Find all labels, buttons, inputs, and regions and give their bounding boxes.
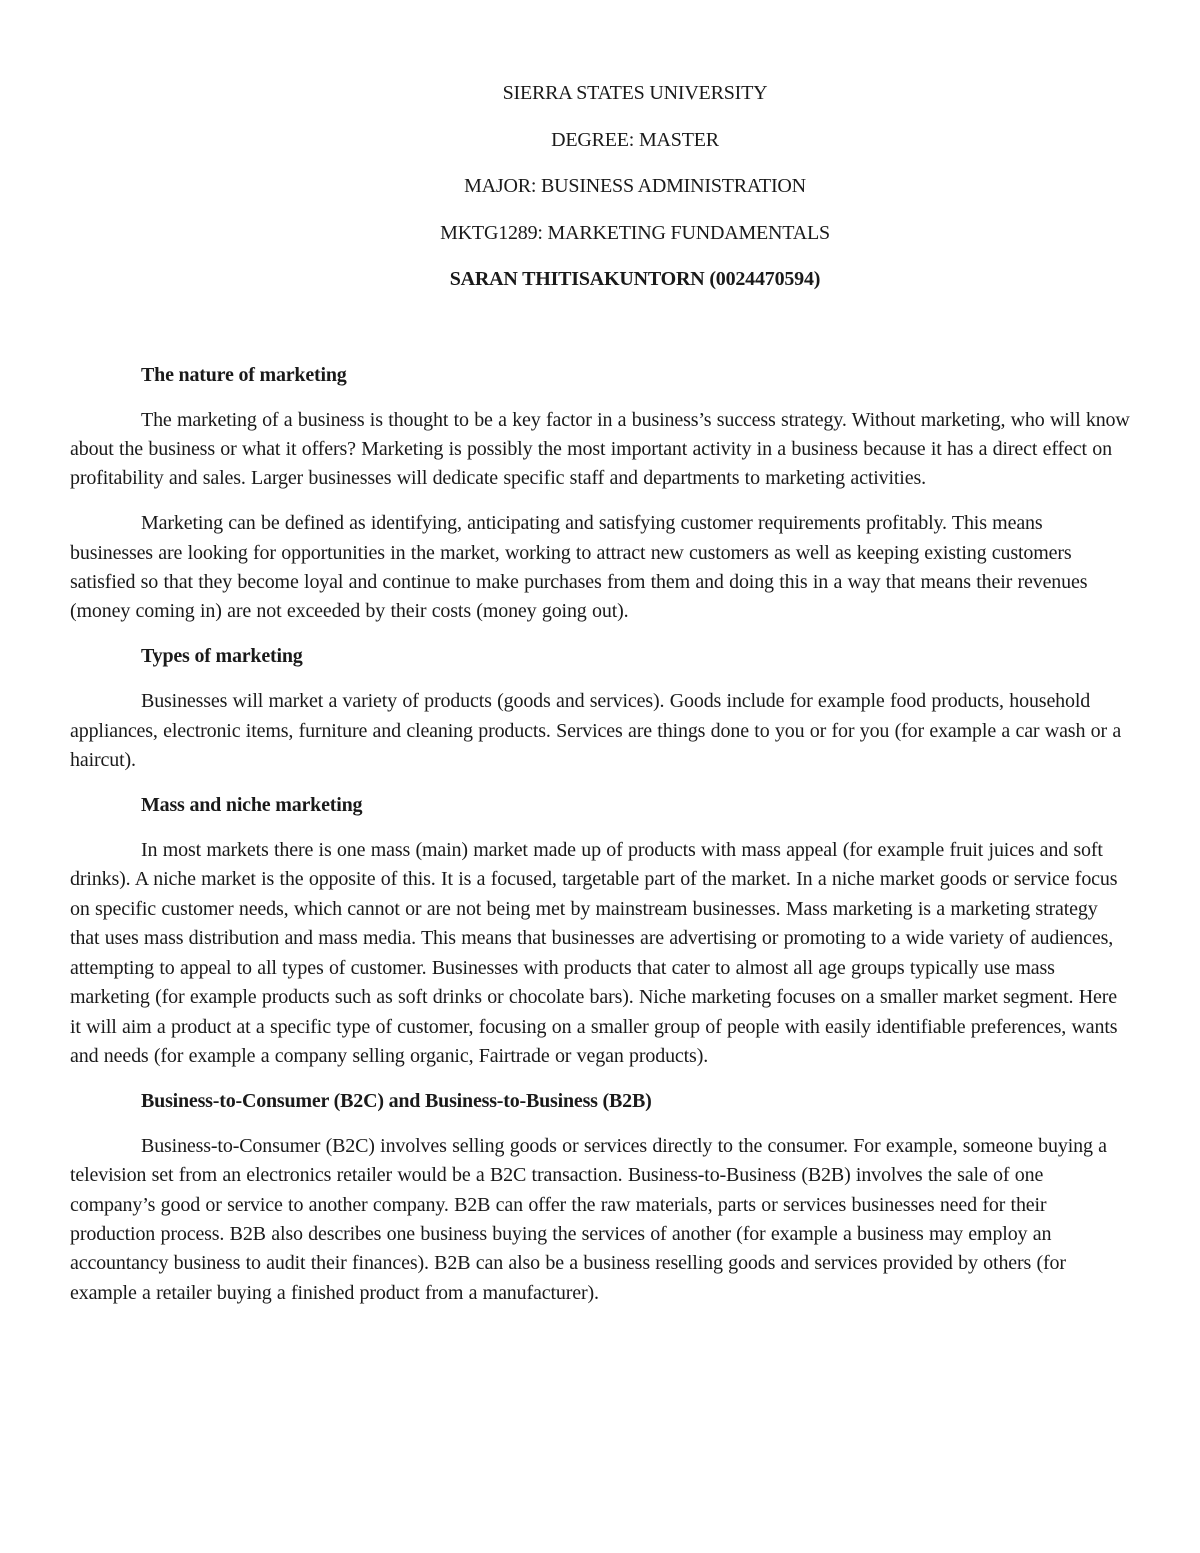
paragraph: Marketing can be defined as identifying, anticipating and satisfying customer requirements profitably. This means businesses are looking for opportunities in the market, working to attract new customers as well as keeping existing customers satisfied so that they become loyal and continue to make purchases from them and doing this in a way that means their revenues (money coming in) are not exceeded by their costs (money going out). xyxy=(70,512,1088,623)
major-line: MAJOR: BUSINESS ADMINISTRATION xyxy=(464,175,806,197)
section-heading: Types of marketing xyxy=(141,645,303,668)
section-mass-and-niche-marketing xyxy=(70,791,1130,1071)
course-line: MKTG1289: MARKETING FUNDAMENTALS xyxy=(440,221,830,244)
section-nature-of-marketing xyxy=(70,361,1130,627)
paragraph: Business-to-Consumer (B2C) involves selling goods or services directly to the consumer. For example, someone buying a television set from an electronics retailer would be a B2C transaction. Business-to-Business (B2B) involves the sale of one company’s good or service to another company. B2B can offer the raw materials, parts or services businesses need for their production process. B2B also describes one business buying the services of another (for example a business may employ an accountancy business to audit their finances). B2B can also be a business reselling goods and services provided by others (for example a retailer buying a finished product from a manufacturer). xyxy=(70,1134,1107,1304)
section-types-of-marketing xyxy=(70,642,1130,775)
student-line: SARAN THITISAKUNTORN (0024470594) xyxy=(449,268,821,290)
document-page xyxy=(70,70,1130,1324)
spacer xyxy=(70,303,1130,361)
paragraph: The marketing of a business is thought to be a key factor in a business’s success strategy. Without marketing, who will know about the business or what it offers? Marketing is possibly the most important activity in a business because it has a direct effect on profitability and sales. Larger businesses will dedicate specific staff and departments to marketing activities. xyxy=(70,408,1130,490)
paragraph: In most markets there is one mass (main) market made up of products with mass appeal (for example fruit juices and soft drinks). A niche market is the opposite of this. It is a focused, targetable part of the market. In a niche market goods or service focus on specific customer needs, which cannot or are not being met by mainstream businesses. Mass marketing is a marketing strategy that uses mass distribution and mass media. This means that businesses are advertising or promoting to a wide variety of audiences, attempting to appeal to all types of customer. Businesses with products that cater to almost all age groups typically use mass marketing (for example products such as soft drinks or chocolate bars). Niche marketing focuses on a smaller market segment. Here it will aim a product at a specific type of customer, focusing on a smaller group of people with easily identifiable preferences, wants and needs (for example a company selling organic, Fairtrade or vegan products). xyxy=(70,839,1118,1067)
title-block xyxy=(140,70,1130,303)
section-b2c-and-b2b xyxy=(70,1087,1130,1308)
university-name: SIERRA STATES UNIVERSITY xyxy=(502,82,768,104)
section-heading: The nature of marketing xyxy=(141,363,347,386)
paragraph: Businesses will market a variety of products (goods and services). Goods include for example food products, household appliances, electronic items, furniture and cleaning products. Services are things done to you or for you (for example a car wash or a haircut). xyxy=(70,690,1122,772)
degree-line: DEGREE: MASTER xyxy=(551,128,719,151)
section-heading: Business-to-Consumer (B2C) and Business-to-Business (B2B) xyxy=(141,1089,652,1112)
section-heading: Mass and niche marketing xyxy=(141,794,363,817)
